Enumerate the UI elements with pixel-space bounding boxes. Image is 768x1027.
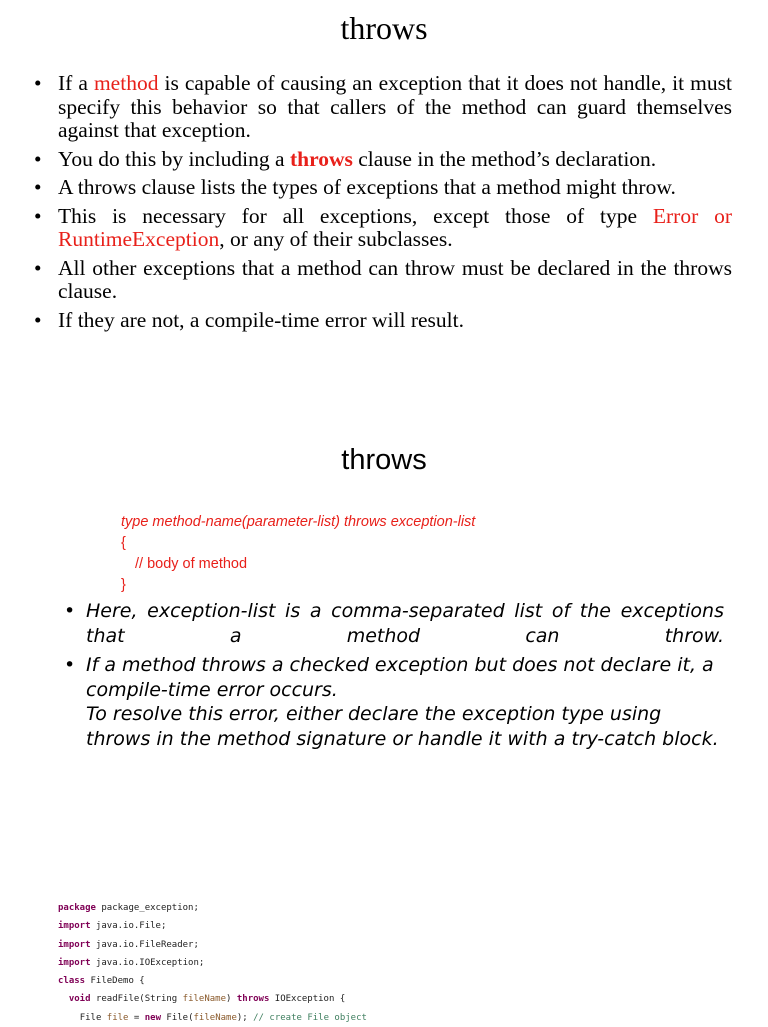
- code-text: FileDemo {: [85, 976, 145, 987]
- bullet-item: • A throws clause lists the types of exceptions that a method might throw.: [32, 176, 732, 200]
- bullet-text: clause in the method’s declaration.: [352, 146, 657, 171]
- code-comment: // create File object: [253, 1012, 367, 1023]
- code-keyword: class: [58, 976, 86, 987]
- code-text: package_exception;: [95, 903, 199, 913]
- code-text: java.io.IOException;: [90, 957, 205, 968]
- code-keyword: void: [68, 994, 91, 1005]
- code-line: [58, 936, 738, 954]
- bullet-item: [32, 148, 732, 172]
- code-snippet: [58, 899, 738, 1027]
- code-keyword: import: [58, 957, 91, 968]
- bullet-item: • Here, exception-list is a comma-separated list of the exceptions that a method can throw.: [64, 599, 724, 648]
- code-text: java.io.FileReader;: [90, 939, 199, 950]
- highlight-error-types: Error or RuntimeException: [58, 203, 732, 251]
- code-text: File: [79, 1012, 107, 1023]
- code-indent: [58, 994, 69, 1004]
- highlight-method: method: [93, 71, 159, 95]
- code-keyword: new: [144, 1012, 161, 1023]
- bullet-item: [32, 72, 732, 143]
- code-text: readFile(String: [90, 994, 183, 1005]
- code-text: );: [236, 1012, 254, 1023]
- bullet-text: To resolve this error, either declare the exception type using throws in the method signature or handle it with a try-catch block.: [86, 703, 719, 750]
- code-variable: fileName: [193, 1012, 237, 1023]
- code-variable: fileName: [182, 994, 227, 1005]
- syntax-close-brace: }: [121, 577, 126, 593]
- bullet-item: • If they are not, a compile-time error will result.: [32, 309, 732, 333]
- code-text: java.io.File;: [90, 921, 167, 932]
- slide-2-bullet-list: [64, 599, 724, 756]
- code-keyword: package: [58, 903, 96, 913]
- bullet-item: • All other exceptions that a method can throw must be declared in the throws clause.: [32, 257, 732, 304]
- code-text: File(: [161, 1012, 194, 1023]
- code-keyword: throws: [236, 994, 270, 1005]
- bullet-text: If a: [58, 71, 94, 95]
- code-line: [58, 899, 738, 917]
- slide-1-title: throws: [340, 10, 428, 46]
- code-keyword: import: [58, 939, 91, 950]
- syntax-block: [121, 512, 681, 596]
- code-keyword: import: [58, 921, 91, 932]
- highlight-throws: throws: [289, 146, 353, 171]
- code-text: IOException {: [269, 994, 346, 1005]
- bullet-text: , or any of their subclasses.: [219, 227, 453, 251]
- bullet-text: This is necessary for all exceptions, except those of type: [58, 203, 653, 228]
- bullet-text: You do this by including a: [58, 146, 290, 171]
- code-indent: [58, 1013, 80, 1023]
- code-variable: file: [106, 1012, 129, 1023]
- syntax-open-brace: {: [121, 535, 126, 551]
- code-line: [58, 1009, 738, 1027]
- bullet-text: is capable of causing an exception that it does not handle, it must specify this behavior so that callers of the method can guard themselves against that exception.: [58, 71, 732, 142]
- code-text: ): [226, 994, 237, 1005]
- code-line: [58, 917, 738, 935]
- code-line: [58, 954, 738, 972]
- slide-1-bullet-list: [32, 72, 732, 337]
- bullet-item: [32, 205, 732, 252]
- bullet-item: [64, 653, 724, 751]
- code-text: =: [128, 1012, 145, 1023]
- syntax-signature: type method-name(parameter-list) throws exception-list: [121, 514, 476, 530]
- code-line: [58, 972, 738, 990]
- syntax-body-comment: // body of method: [135, 556, 248, 572]
- code-line: [58, 990, 738, 1008]
- bullet-text: • If a method throws a checked exception but does not declare it, a compile-time error occurs.: [86, 654, 714, 701]
- slide-2-title: throws: [341, 444, 427, 476]
